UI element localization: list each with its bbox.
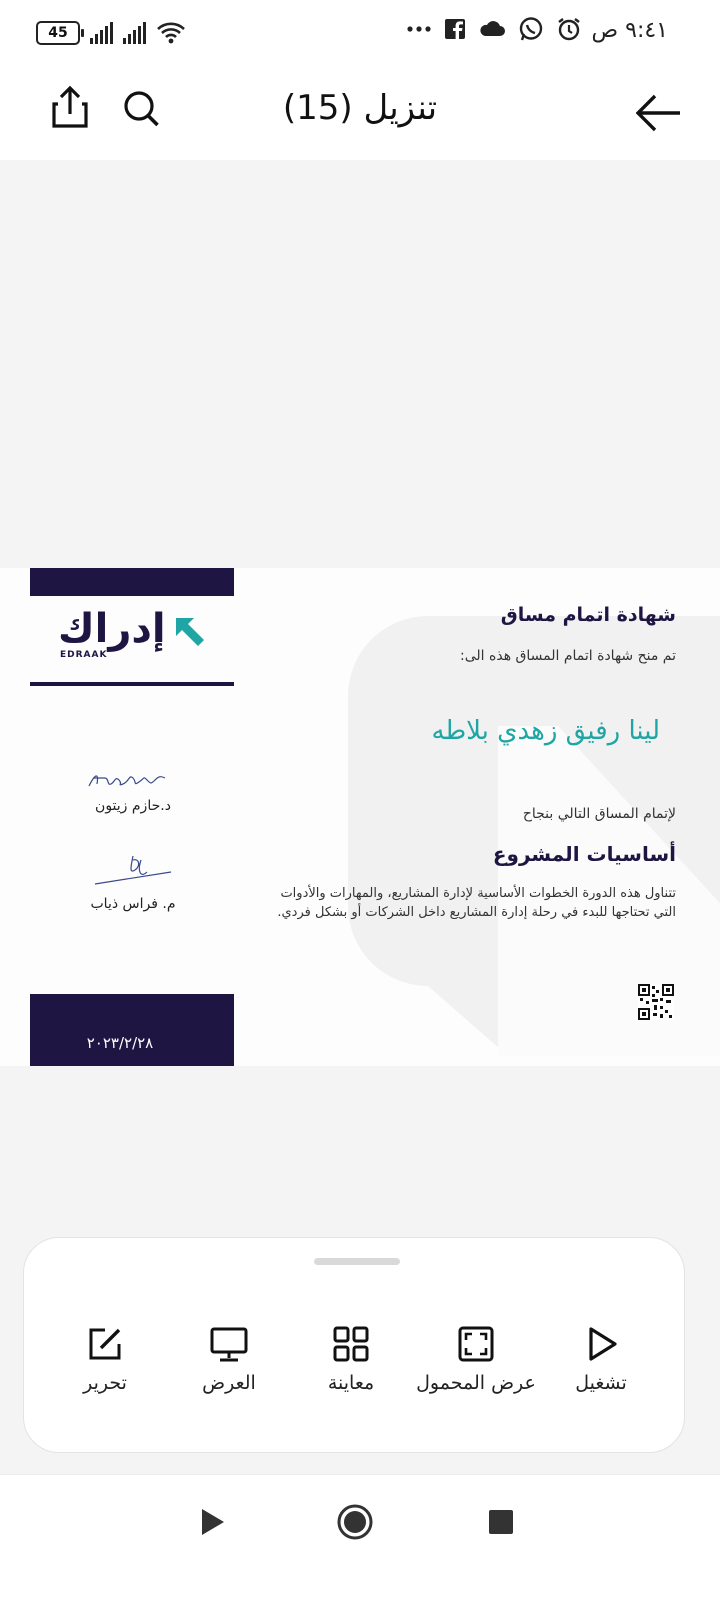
completion-text: لإتمام المساق التالي بنجاح (522, 806, 676, 822)
fullscreen-icon (456, 1324, 496, 1364)
edraak-logo (58, 606, 208, 662)
monitor-icon (209, 1324, 249, 1364)
edit-icon (85, 1324, 125, 1364)
whatsapp-icon (518, 16, 544, 42)
page-title: تنزيل (15) (282, 88, 438, 128)
course-name: أساسيات المشروع (492, 842, 676, 866)
present-label: العرض (202, 1372, 256, 1394)
play-label: تشغيل (575, 1372, 627, 1394)
notification-icons (406, 16, 582, 42)
facebook-icon (444, 18, 466, 40)
course-description (256, 884, 676, 922)
more-icon (406, 24, 432, 34)
edit-button[interactable] (40, 1324, 170, 1394)
logo-arrow-icon (174, 616, 206, 648)
alarm-icon (556, 16, 582, 42)
logo-text-ar: إدراك (58, 606, 166, 652)
sheet-drag-handle[interactable] (314, 1258, 400, 1265)
nav-recents-icon[interactable] (488, 1509, 514, 1535)
clock: ٩:٤١ ص (591, 18, 668, 43)
wifi-icon (156, 20, 186, 46)
certificate-side-band-top (30, 568, 234, 596)
certificate-side-band-bottom (30, 994, 234, 1066)
edit-label: تحرير (83, 1372, 127, 1394)
certificate-preview (0, 568, 720, 1066)
presentation-actions-sheet (23, 1237, 685, 1453)
certificate-date: ٢٠٢٣/٢/٢٨ (86, 1034, 154, 1052)
signature-block-1 (58, 764, 208, 814)
play-icon (581, 1324, 621, 1364)
preview-label: معاينة (327, 1372, 375, 1394)
preview-button[interactable] (286, 1324, 416, 1394)
mobile-view-label: عرض المحمول (416, 1372, 536, 1394)
signal-icon (123, 22, 146, 44)
system-navigation-bar (0, 1474, 720, 1601)
signer-1-name: د.حازم زيتون (95, 798, 171, 814)
grid-icon (331, 1324, 371, 1364)
description-line: التي تحتاجها للبدء في رحلة إدارة المشاريع داخل الشركات أو بشكل فردي. (277, 905, 676, 920)
play-button[interactable] (536, 1324, 666, 1394)
top-app-bar (0, 68, 720, 160)
recipient-name: لينا رفيق زهدي بلاطه (431, 716, 660, 746)
cloud-icon (478, 18, 506, 40)
certificate-title: شهادة اتمام مساق (500, 604, 676, 626)
nav-home-icon[interactable] (336, 1503, 374, 1541)
system-icons (36, 20, 186, 46)
mobile-view-button[interactable] (411, 1324, 541, 1394)
signature-block-2 (58, 852, 208, 912)
battery-level: 45 (48, 25, 68, 41)
logo-text-en: EDRAAK (60, 650, 108, 660)
battery-icon (36, 21, 80, 45)
qr-code-icon (638, 984, 674, 1020)
certificate-subtitle: تم منح شهادة اتمام المساق هذه الى: (460, 648, 676, 664)
status-bar (0, 0, 720, 68)
logo-divider (30, 682, 234, 686)
signal-icon (90, 22, 113, 44)
description-line: تتناول هذه الدورة الخطوات الأساسية لإدارة المشاريع، والمهارات والأدوات (280, 886, 676, 901)
signature-2-icon (85, 852, 181, 892)
signer-2-name: م. فراس ذياب (90, 896, 176, 912)
back-arrow-icon[interactable] (636, 92, 682, 134)
nav-back-icon[interactable] (198, 1505, 226, 1539)
signature-1-icon (85, 764, 181, 794)
present-button[interactable] (164, 1324, 294, 1394)
